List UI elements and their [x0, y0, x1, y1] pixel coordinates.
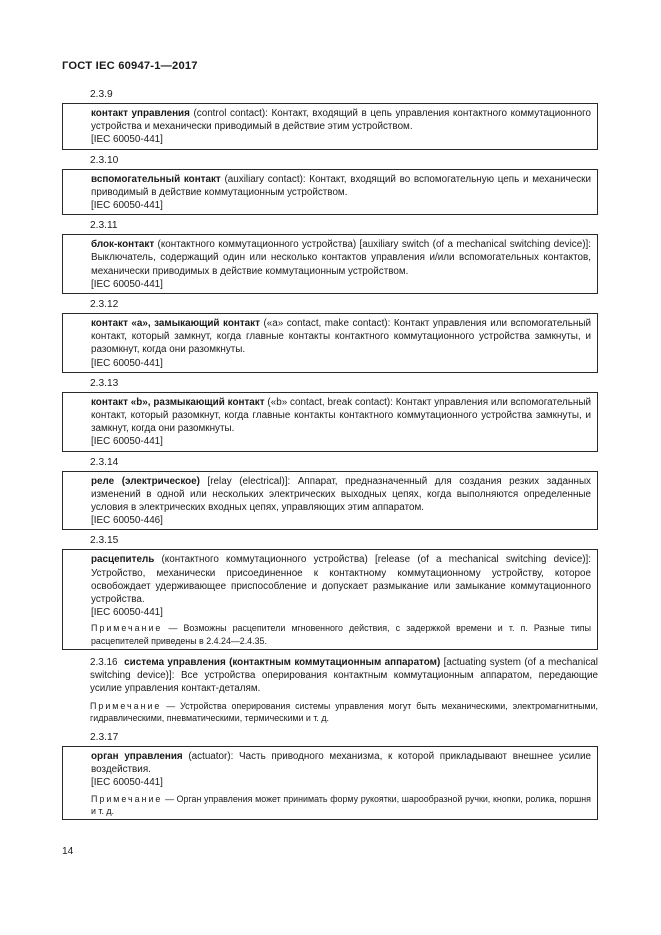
note: [62, 700, 598, 724]
definition-text: («а» contact, make contact): Контакт управления или вспомогательный контакт, который замкнут, когда главные контакты контактного коммутационного устройства замкнуты, и разомкнут, когда они разомкнуты.: [91, 318, 591, 356]
reference: [IEC 60050-441]: [91, 777, 163, 789]
definition-box: [62, 234, 598, 294]
entry-number: 2.3.16: [90, 656, 118, 668]
term: вспомогательный контакт: [91, 173, 221, 185]
entry-2-3-10: [62, 154, 598, 216]
definition-box: [62, 392, 598, 452]
entry-number: 2.3.12: [90, 299, 119, 311]
definition-text: [actuating system (of a mechanical switching device)]: Все устройства оперирования контактным коммутационным аппаратом, передающие усилие управления контакт-деталям.: [90, 656, 598, 695]
definition-text: (control contact): Контакт, входящий в цепь управления контактного коммутационного устройства и механически приводимый в действие этим устройством.: [91, 108, 591, 133]
term: реле (электрическое): [91, 475, 200, 487]
reference: [IEC 60050-441]: [91, 134, 163, 146]
entry-2-3-11: [62, 219, 598, 294]
entry-2-3-9: [62, 88, 598, 150]
definition-box: [62, 549, 598, 649]
entry-number: 2.3.10: [90, 154, 119, 166]
term: блок-контакт: [91, 239, 155, 251]
entry-2-3-15: [62, 534, 598, 649]
definition-box: [62, 313, 598, 373]
definition-text: [relay (electrical)]: Аппарат, предназначенный для создания резких заданных изменений в одной или нескольких электрических выходных цепях, когда выполняются определенные условия в электрических входных цепях, управляющих этим аппаратом.: [91, 475, 591, 514]
reference: [IEC 60050-446]: [91, 515, 163, 527]
term: расцепитель: [91, 554, 155, 566]
definition-text: (auxiliary contact): Контакт, входящий во вспомогательную цепь и механически приводимый в действие коммутационным устройством.: [91, 173, 591, 198]
note-text: — Орган управления может принимать форму рукоятки, шарообразной ручки, кнопки, ролика, поршня и т. д.: [91, 793, 591, 816]
reference: [IEC 60050-441]: [91, 200, 163, 212]
definition-text: («b» contact, break contact): Контакт управления или вспомогательный контакт, который разомкнут, когда главные контакты контактного коммутационного устройства замкнуты, и замкнут, когда они разомкнуты.: [91, 396, 591, 435]
note-label: Примечание: [91, 793, 163, 804]
entry-number: 2.3.17: [90, 731, 119, 743]
definition-box: [62, 746, 598, 820]
definition-box: [62, 169, 598, 216]
definition-paragraph: [62, 656, 598, 696]
term: орган управления: [91, 750, 183, 762]
definition-text: (контактного коммутационного устройства) [release (of a mechanical switching device)]: Устройство, механически присоединенное к контактному коммутационному устройству, которое освобождает удерживающее приспособление и допускает размыкание или замыкание коммутационного устройства.: [91, 554, 591, 606]
reference: [IEC 60050-441]: [91, 436, 163, 448]
term: система управления (контактным коммутационным аппаратом): [124, 656, 441, 668]
entry-number: 2.3.14: [90, 456, 119, 468]
entry-2-3-14: [62, 456, 598, 531]
entry-number: 2.3.11: [90, 220, 118, 232]
term: контакт управления: [91, 108, 190, 119]
entry-number: 2.3.15: [90, 535, 119, 547]
note-text: — Возможны расцепители мгновенного действия, с задержкой времени и т. п. Разные типы расцепителей приведены в 2.4.24—2.4.35.: [91, 623, 591, 646]
reference: [IEC 60050-441]: [91, 357, 163, 369]
reference: [IEC 60050-441]: [91, 607, 163, 619]
term: контакт «а», замыкающий контакт: [91, 318, 260, 330]
note: [91, 622, 591, 646]
term: контакт «b», размыкающий контакт: [91, 396, 265, 408]
reference: [IEC 60050-441]: [91, 278, 163, 290]
document-body: [62, 88, 598, 824]
entry-number: 2.3.9: [90, 89, 113, 100]
definition-text: (actuator): Часть приводного механизма, к которой прикладывают внешнее усилие воздействия.: [91, 750, 591, 776]
document-header: ГОСТ IEC 60947-1—2017: [62, 60, 198, 72]
page-number: 14: [62, 846, 74, 857]
note-label: Примечание: [90, 700, 162, 711]
note-text: — Устройства оперирования системы управления могут быть механическими, электромагнитными, гидравлическими, пневматическими, термическими и т. д.: [90, 700, 598, 723]
entry-2-3-16: [62, 656, 598, 724]
entry-number: 2.3.13: [90, 377, 119, 389]
definition-box: [62, 103, 598, 150]
note-label: Примечание: [91, 623, 163, 634]
definition-box: [62, 471, 598, 531]
entry-2-3-17: [62, 731, 598, 820]
definition-text: (контактного коммутационного устройства) [auxiliary switch (of a mechanical switching device)]: Выключатель, содержащий один или несколько контактов управления и/или вспомогательных контактов, механически приводимых в действие коммутационным устройством.: [91, 239, 591, 277]
entry-2-3-12: [62, 298, 598, 373]
note: [91, 793, 591, 817]
entry-2-3-13: [62, 377, 598, 452]
